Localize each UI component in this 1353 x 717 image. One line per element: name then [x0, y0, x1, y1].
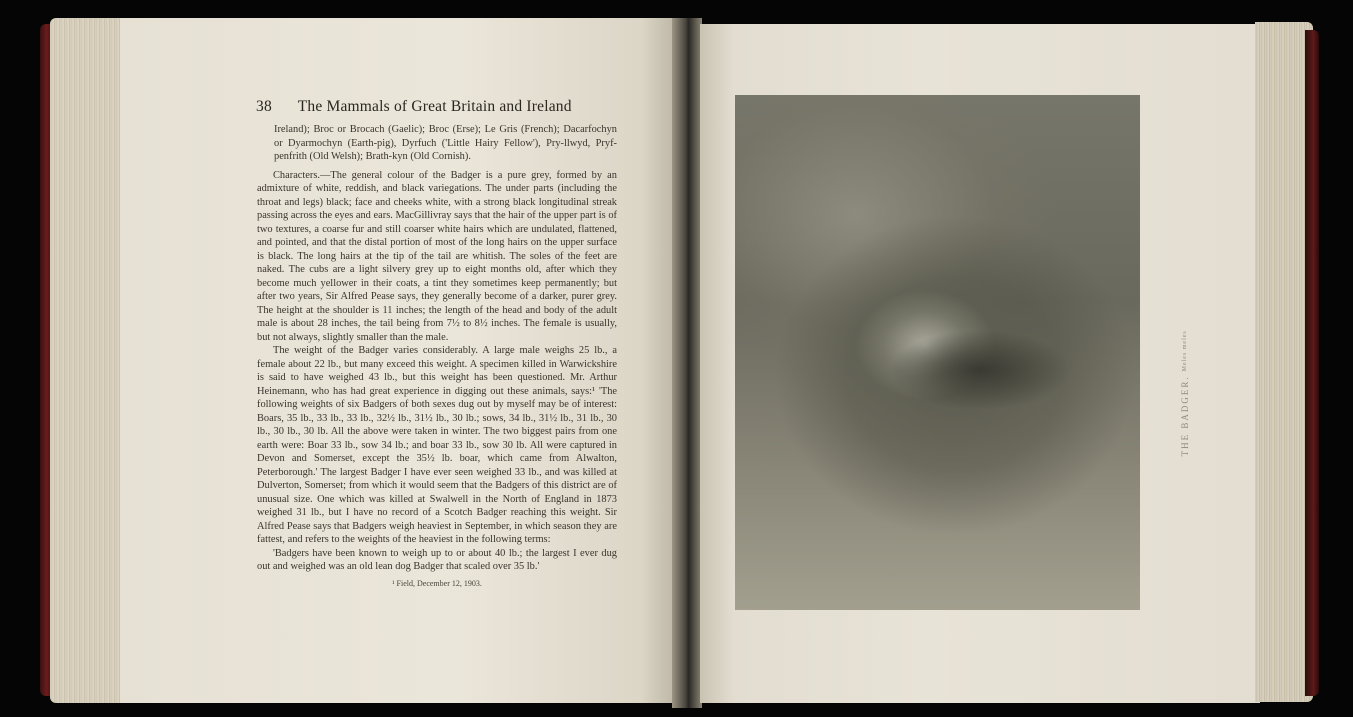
book-gutter — [672, 18, 702, 708]
plate-caption-latin: Meles meles — [1182, 330, 1188, 372]
plate-caption — [1180, 330, 1190, 456]
characters-paragraph: Characters.—The general colour of the Badger is a pure grey, formed by an admixture of white, reddish, and black variegations. The under parts (including the throat and legs) black; face and cheeks white, with a strong black longitudinal streak passing across the eyes and ears. MacGillivray says that the hair of the upper part is of two textures, a coarse fur and still coarser white hairs which are undulated, flattened, and pointed, and that the distal portion of most of the long hairs on the upper surface is black. The long hairs at the tip of the tail are whitish. The soles of the feet are naked. The cubs are a light silvery grey up to eight months old, after which they become much yellower in their coats, a tint they sometimes keep permanently; but after two years, Sir Alfred Pease says, they generally become of a darker, purer grey. The height at the shoulder is 11 inches; the length of the head and body of the adult male is about 28 inches, the tail being from 7½ to 8½ inches. The female is usually, but not always, slightly smaller than the male. — [257, 169, 617, 343]
badger-plate-illustration — [735, 95, 1140, 610]
page-text — [257, 123, 617, 590]
synonyms-paragraph: Ireland); Broc or Brocach (Gaelic); Broc (Erse); Le Gris (French); Dacarfochyn or Dyarmochyn (Earth-pig), Dyrfuch ('Little Hairy Fellow'), Pry-llwyd, Pryf-penfrith (Old Welsh); Brath-kyn (Old Cornish). — [274, 124, 617, 162]
right-binding — [1305, 30, 1319, 696]
weight-paragraph: The weight of the Badger varies considerably. A large male weighs 25 lb., a female about 22 lb., but many exceed this weight. A specimen killed in Warwickshire is said to have weighed 43 lb., but this weight has been questioned. Mr. Arthur Heinemann, who has had great experience in digging out these animals, says:¹ 'The following weights of six Badgers of both sexes dug out by myself may be of interest: Boars, 35 lb., 33 lb., 33 lb., 32½ lb., 31½ lb., 30 lb.; sows, 34 lb., 31½ lb., 31 lb., 30 lb., 30 lb., 30 lb. All the above were taken in winter. The two biggest pairs from one earth were: Boar 33 lb., sow 34 lb.; and boar 33 lb., sow 30 lb. All were captured in Devon and Somerset, except the 35½ lb. boar, which came from Alwalton, Peterborough.' The largest Badger I have ever seen weighed 33 lb., and was killed at Dulverton, Somerset; from which it would seem that the Badgers of this district are of unusual size. One which was killed at Swalwell in the North of England in 1873 weighed 31 lb., but I have no record of a Scotch Badger reaching this weight. Sir Alfred Pease says that Badgers weigh heaviest in September, in which season they are fattest, and refers to the weights of the heaviest in the following terms: — [257, 345, 617, 545]
running-title: The Mammals of Great Britain and Ireland — [297, 98, 572, 115]
quote-paragraph: 'Badgers have been known to weigh up to or about 40 lb.; the largest I ever dug out and weighed was an old lean dog Badger that scaled over 35 lb.' — [257, 547, 617, 572]
running-head — [256, 98, 572, 116]
plate-caption-title: THE BADGER. — [1180, 375, 1190, 457]
left-page-edges — [50, 18, 130, 703]
footnote: ¹ Field, December 12, 1903. — [392, 578, 482, 588]
page-number: 38 — [256, 98, 272, 115]
